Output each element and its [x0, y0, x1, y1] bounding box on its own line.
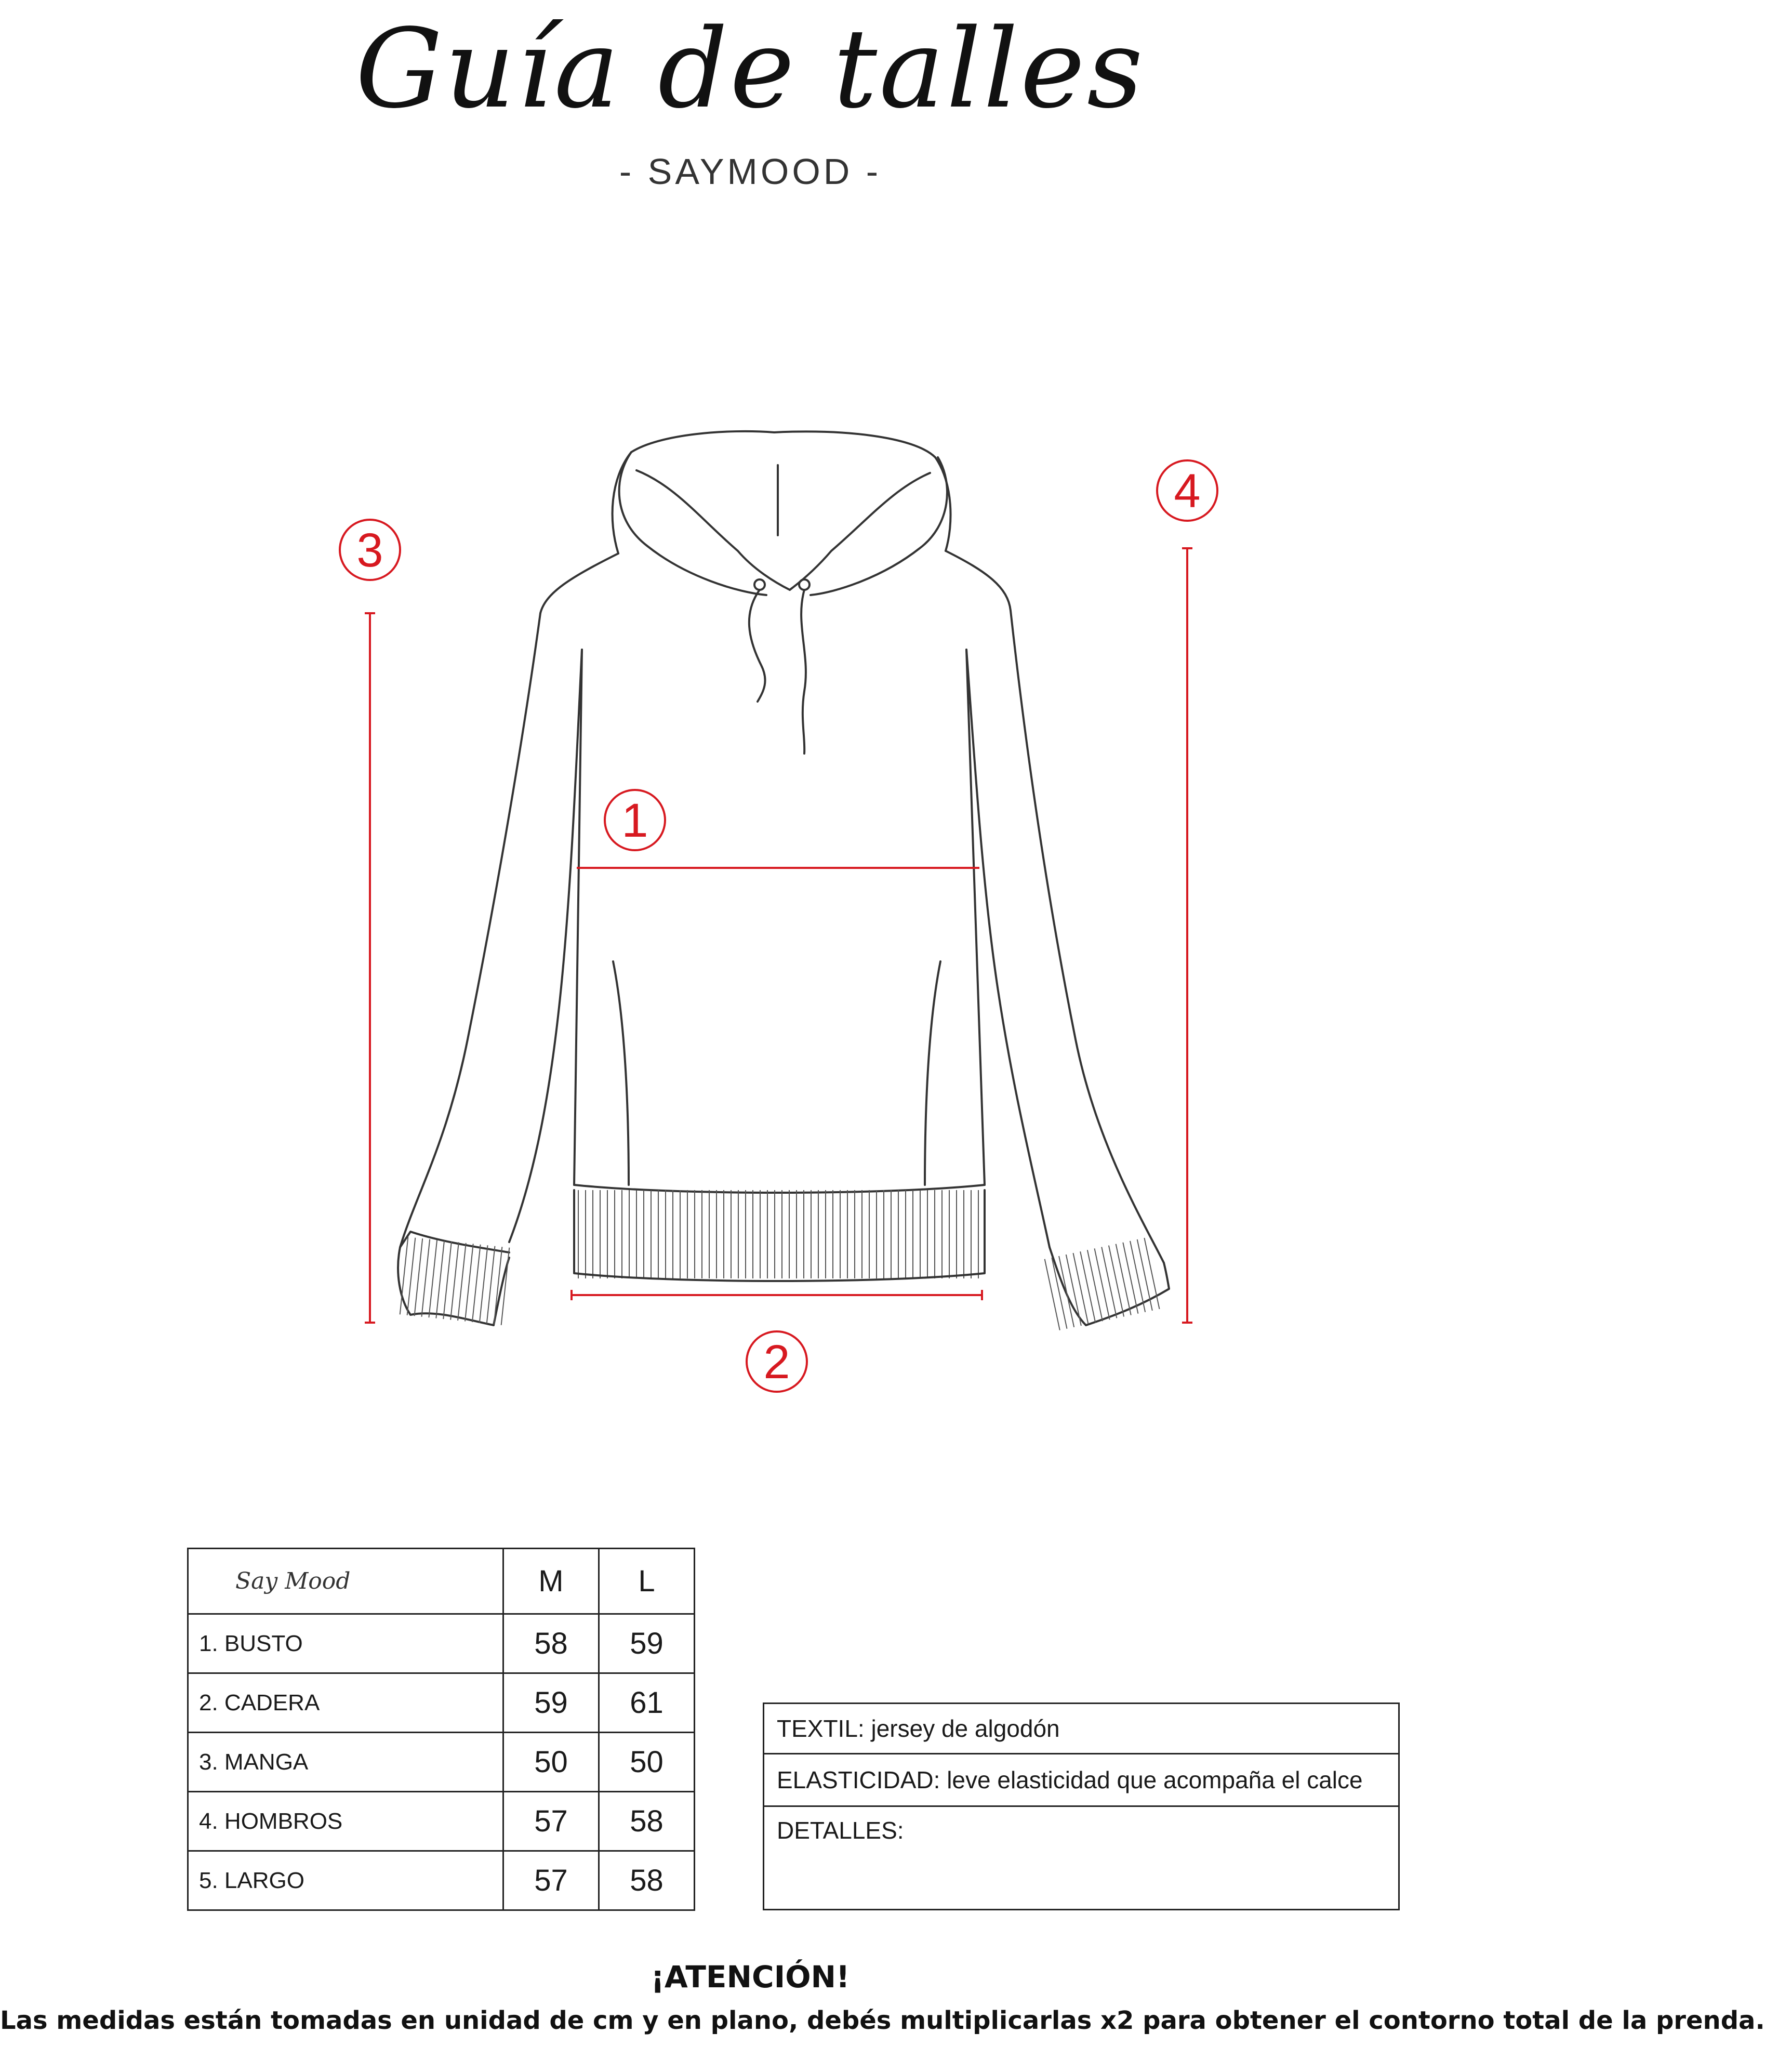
measure-marker-2 — [747, 1331, 807, 1392]
measure-marker-3 — [340, 520, 400, 580]
cell-value: 57 — [503, 1792, 599, 1851]
cell-value: 59 — [599, 1614, 694, 1673]
cell-value: 50 — [599, 1733, 694, 1792]
cell-value: 57 — [503, 1851, 599, 1910]
cell-value: 59 — [503, 1673, 599, 1733]
row-label: 1. BUSTO — [188, 1614, 503, 1673]
table-row — [188, 1851, 695, 1910]
svg-text:3: 3 — [356, 524, 383, 577]
elasticidad-info: ELASTICIDAD: leve elasticidad que acompaña el calce — [764, 1754, 1399, 1806]
table-row — [188, 1733, 695, 1792]
size-column-l: L — [599, 1549, 694, 1614]
textil-info: TEXTIL: jersey de algodón — [764, 1704, 1399, 1754]
size-table — [187, 1548, 695, 1911]
row-label: 3. MANGA — [188, 1733, 503, 1792]
fabric-details-table — [763, 1703, 1400, 1910]
row-label: 2. CADERA — [188, 1673, 503, 1733]
size-table-header — [188, 1549, 695, 1614]
svg-text:2: 2 — [763, 1336, 790, 1389]
svg-text:4: 4 — [1174, 465, 1201, 518]
cell-value: 58 — [599, 1792, 694, 1851]
page-title: Guía de talles — [355, 5, 1145, 133]
row-label: 4. HOMBROS — [188, 1792, 503, 1851]
notice-text: Las medidas están tomadas en unidad de cm y en plano, debés multiplicarlas x2 para obtener el contorno total de la prenda. — [0, 2006, 1765, 2035]
cell-value: 58 — [599, 1851, 694, 1910]
measure-marker-4 — [1157, 460, 1217, 521]
cell-value: 61 — [599, 1673, 694, 1733]
row-label: 5. LARGO — [188, 1851, 503, 1910]
size-column-m: M — [503, 1549, 599, 1614]
table-row — [188, 1792, 695, 1851]
svg-text:1: 1 — [621, 794, 648, 847]
measure-marker-1 — [605, 790, 665, 850]
table-row — [188, 1673, 695, 1733]
detalles-info: DETALLES: — [764, 1806, 1399, 1910]
cell-value: 50 — [503, 1733, 599, 1792]
hoodie-drawing — [398, 431, 1169, 1330]
table-row — [188, 1614, 695, 1673]
cell-value: 58 — [503, 1614, 599, 1673]
brand-logo: Say Mood — [188, 1549, 503, 1614]
brand-subtitle: - SAYMOOD - — [619, 151, 882, 192]
notice-title: ¡ATENCIÓN! — [651, 1959, 850, 1995]
